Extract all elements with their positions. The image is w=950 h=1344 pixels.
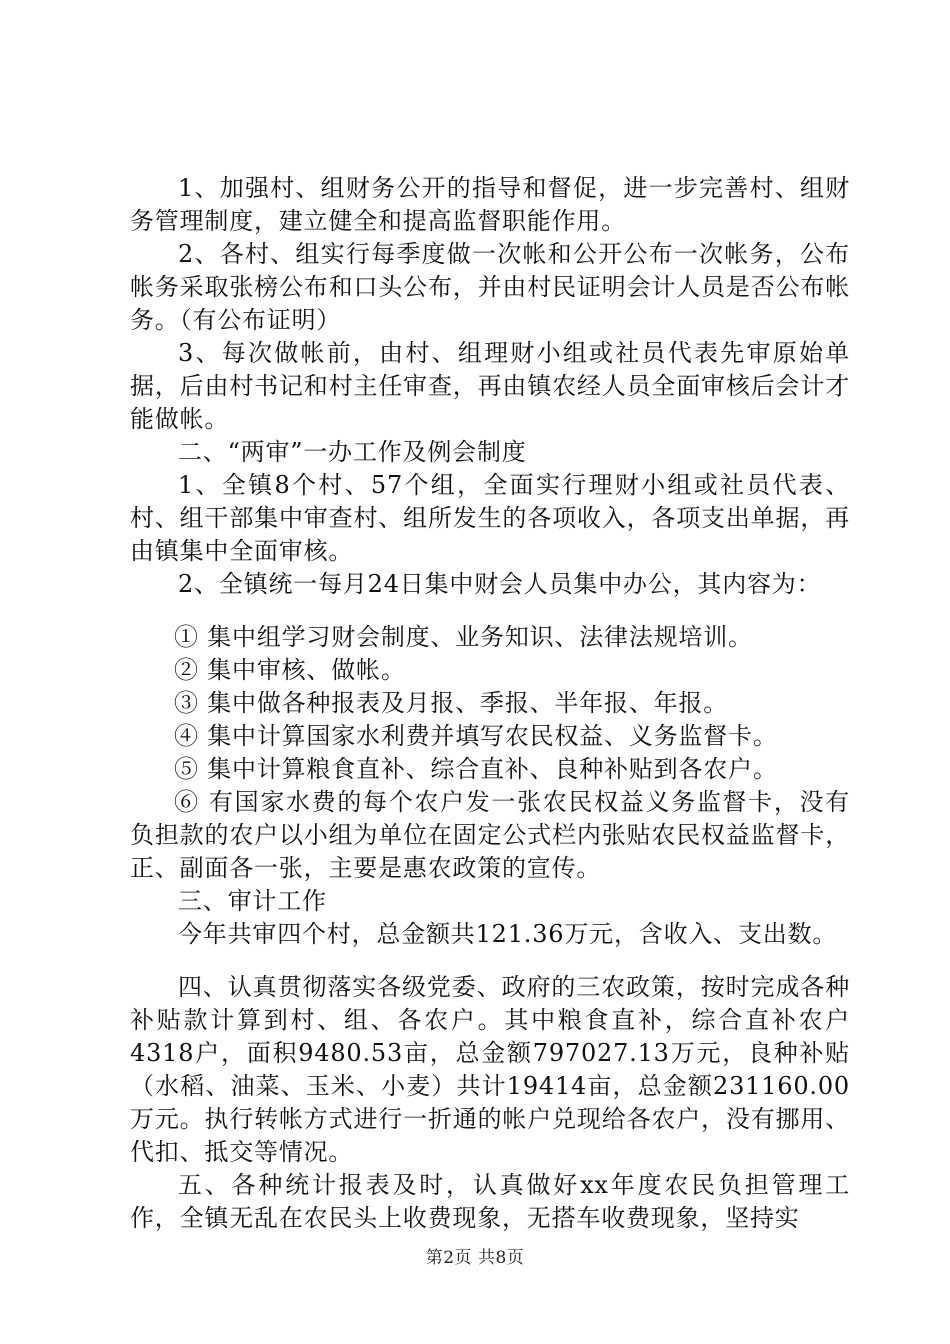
list-item-3: ③ 集中做各种报表及月报、季报、半年报、年报。 <box>174 689 729 717</box>
paragraph-statistics: 五、各种统计报表及时，认真做好xx年度农民负担管理工作，全镇无乱在农民头上收费现象，无搭车收费现象，坚持实 <box>130 1171 850 1232</box>
list-item-5: ⑤ 集中计算粮食直补、综合直补、良种补贴到各农户。 <box>174 755 778 783</box>
paragraph-1: 1、加强村、组财务公开的指导和督促，进一步完善村、组财务管理制度，建立健全和提高监督职能作用。 <box>130 174 850 235</box>
section-heading-two-audits: 二、“两审”一办工作及例会制度 <box>178 438 527 466</box>
paragraph-3: 3、每次做帐前，由村、组理财小组或社员代表先审原始单据，后由村书记和村主任审查，再由镇农经人员全面审核后会计才能做帐。 <box>130 339 850 433</box>
paragraph-subsidies: 四、认真贯彻落实各级党委、政府的三农政策，按时完成各种补贴款计算到村、组、各农户。其中粮食直补，综合直补农户4318户，面积9480.53亩，总金额797027.13万元，良种补贴（水稻、油菜、玉米、小麦）共计19414亩，总金额231160.00万元。执行转帐方式进行一折通的帐户兑现给各农户，没有挪用、代扣、抵交等情况。 <box>130 973 850 1166</box>
list-item-2: ② 集中审核、做帐。 <box>174 656 406 684</box>
paragraph-4: 1、全镇8个村、57个组，全面实行理财小组或社员代表、村、组干部集中审查村、组所发生的各项收入，各项支出单据，再由镇集中全面审核。 <box>130 471 850 565</box>
paragraph-audit-total: 今年共审四个村，总金额共121.36万元，含收入、支出数。 <box>178 920 838 948</box>
document-body <box>130 172 850 1235</box>
list-item-6: ⑥ 有国家水费的每个农户发一张农民权益义务监督卡，没有负担款的农户以小组为单位在固定公式栏内张贴农民权益监督卡，正、副面各一张，主要是惠农政策的宣传。 <box>130 788 850 882</box>
list-item-4: ④ 集中计算国家水利费并填写农民权益、义务监督卡。 <box>174 722 778 750</box>
paragraph-5: 2、全镇统一每月24日集中财会人员集中办公，其内容为： <box>178 570 822 598</box>
page-footer: 第2页 共8页 <box>425 1248 525 1268</box>
paragraph-2: 2、各村、组实行每季度做一次帐和公开公布一次帐务，公布帐务采取张榜公布和口头公布，并由村民证明会计人员是否公布帐务。（有公布证明） <box>130 240 850 334</box>
section-heading-audit: 三、审计工作 <box>178 887 327 915</box>
list-item-1: ① 集中组学习财会制度、业务知识、法律法规培训。 <box>174 623 753 651</box>
